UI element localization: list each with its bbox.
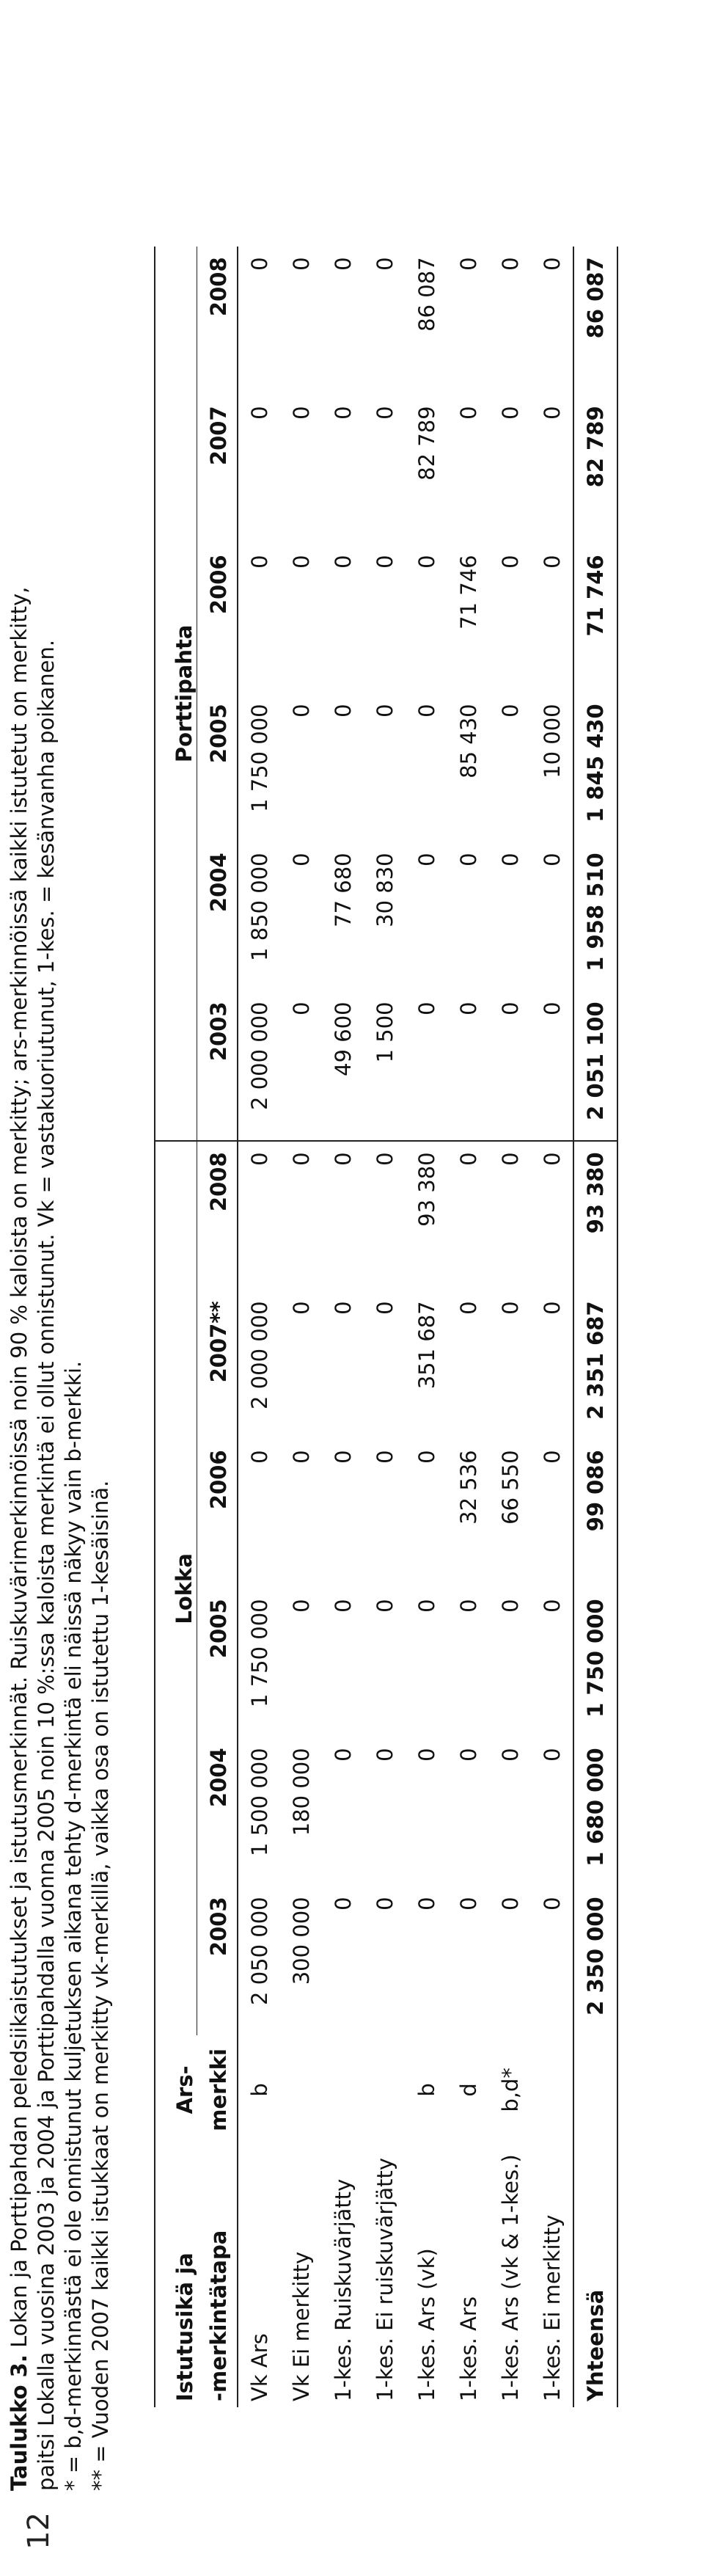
porttipahta-value: 0 <box>414 853 439 866</box>
group-header-porttipahta: Porttipahta <box>155 247 197 1141</box>
porttipahta-value: 0 <box>372 406 397 420</box>
porttipahta-value: 0 <box>288 406 314 420</box>
porttipahta-value: 0 <box>288 257 314 271</box>
header-row-2 <box>197 247 238 2407</box>
lokka-value: 0 <box>372 1301 397 1315</box>
porttipahta-value: 30 830 <box>372 853 397 927</box>
total-lokka-value: 2 350 000 <box>573 1886 617 2035</box>
year-header-lokka: 2006 <box>197 1440 238 1588</box>
porttipahta-value: 1 750 000 <box>246 704 272 812</box>
porttipahta-value: 0 <box>330 257 356 271</box>
lokka-value: 0 <box>288 1301 314 1315</box>
total-mark-empty <box>573 2035 617 2144</box>
year-header-porttipahta: 2005 <box>197 693 238 842</box>
lokka-value: 0 <box>539 1450 565 1464</box>
porttipahta-value: 0 <box>288 704 314 718</box>
ars-mark: b,d* <box>497 2068 523 2112</box>
lokka-value: 0 <box>455 1301 481 1315</box>
lokka-value: 0 <box>330 1450 356 1464</box>
lokka-value: 351 687 <box>414 1301 439 1390</box>
year-header-porttipahta: 2004 <box>197 842 238 991</box>
lokka-value: 0 <box>372 1152 397 1166</box>
lokka-value: 0 <box>539 1897 565 1911</box>
lokka-value: 0 <box>414 1748 439 1762</box>
porttipahta-value: 86 087 <box>414 257 439 332</box>
lokka-value: 0 <box>455 1748 481 1762</box>
row-label: 1-kes. Ruiskuvärjätty <box>330 2178 356 2401</box>
ars-mark <box>531 2035 573 2144</box>
porttipahta-value: 0 <box>497 704 523 718</box>
lokka-value: 0 <box>372 1897 397 1911</box>
porttipahta-value: 0 <box>489 991 531 1141</box>
porttipahta-value: 0 <box>447 991 489 1141</box>
porttipahta-value: 0 <box>539 555 565 569</box>
porttipahta-value: 10 000 <box>539 704 565 778</box>
total-porttipahta-value: 1 845 430 <box>573 693 617 842</box>
lokka-value: 0 <box>330 1301 356 1315</box>
lokka-value: 93 380 <box>414 1152 439 1227</box>
lokka-value: 0 <box>330 1152 356 1166</box>
lokka-value: 32 536 <box>455 1450 481 1525</box>
porttipahta-value: 0 <box>497 406 523 420</box>
total-lokka-value: 1 750 000 <box>573 1588 617 1737</box>
porttipahta-value: 0 <box>539 406 565 420</box>
caption-label: Taulukko 3. <box>7 2354 32 2491</box>
caption-line-3: * = b,d-merkinnästä ei ole onnistunut kuljetuksen aikana tehty d-merkintä eli näissä näkyy vain b-merkki. <box>61 1360 86 2491</box>
total-lokka-value: 1 680 000 <box>573 1737 617 1886</box>
porttipahta-value: 0 <box>455 406 481 420</box>
lokka-value: 0 <box>288 1450 314 1464</box>
ars-mark <box>280 2035 322 2144</box>
porttipahta-value: 0 <box>455 257 481 271</box>
lokka-value: 0 <box>455 1599 481 1613</box>
table-row <box>447 247 489 2407</box>
lokka-value: 0 <box>497 1152 523 1166</box>
porttipahta-value: 1 500 <box>364 991 406 1141</box>
header-col0-line1: Istutusikä ja <box>155 2144 197 2407</box>
lokka-value: 180 000 <box>288 1748 314 1836</box>
ars-mark: b <box>246 2083 272 2097</box>
total-porttipahta-value: 82 789 <box>573 395 617 544</box>
lokka-value: 0 <box>372 1748 397 1762</box>
year-header-lokka: 2004 <box>197 1737 238 1886</box>
lokka-value: 0 <box>372 1599 397 1613</box>
total-lokka-value: 93 380 <box>573 1141 617 1291</box>
porttipahta-value: 0 <box>406 991 447 1141</box>
total-row <box>573 247 617 2407</box>
porttipahta-value: 85 430 <box>455 704 481 778</box>
porttipahta-value: 0 <box>539 853 565 866</box>
row-label: 1-kes. Ei ruiskuvärjätty <box>372 2158 397 2401</box>
porttipahta-value: 0 <box>497 555 523 569</box>
lokka-value: 66 550 <box>497 1450 523 1525</box>
row-label: Vk Ars <box>246 2333 272 2401</box>
porttipahta-value: 1 850 000 <box>246 853 272 961</box>
porttipahta-value: 0 <box>246 555 272 569</box>
lokka-value: 0 <box>414 1450 439 1464</box>
table-row <box>238 247 280 2407</box>
header-col1-line1: Ars- <box>155 2035 197 2144</box>
lokka-value: 0 <box>330 1599 356 1613</box>
year-header-lokka: 2005 <box>197 1588 238 1737</box>
ars-mark <box>322 2035 364 2144</box>
total-lokka-value: 2 351 687 <box>573 1291 617 1440</box>
stocking-table-container <box>154 247 618 2407</box>
porttipahta-value: 0 <box>280 991 322 1141</box>
lokka-value: 0 <box>330 1748 356 1762</box>
total-porttipahta-value: 2 051 100 <box>573 991 617 1141</box>
porttipahta-value: 0 <box>414 555 439 569</box>
lokka-value: 0 <box>539 1748 565 1762</box>
porttipahta-value: 82 789 <box>414 406 439 481</box>
porttipahta-value: 0 <box>288 555 314 569</box>
lokka-value: 0 <box>497 1897 523 1911</box>
caption-line-1 <box>6 40 33 2491</box>
table-header <box>155 247 238 2407</box>
porttipahta-value: 0 <box>330 704 356 718</box>
year-header-lokka: 2003 <box>197 1886 238 2035</box>
lokka-value: 0 <box>455 1152 481 1166</box>
porttipahta-value: 0 <box>330 406 356 420</box>
total-label: Yhteensä <box>573 2144 617 2407</box>
lokka-value: 0 <box>288 1599 314 1613</box>
porttipahta-value: 0 <box>246 406 272 420</box>
ars-mark: d <box>455 2083 481 2097</box>
row-label: Vk Ei merkitty <box>288 2251 314 2401</box>
year-header-lokka: 2008 <box>197 1141 238 1291</box>
lokka-value: 0 <box>539 1152 565 1166</box>
row-label: 1-kes. Ars <box>455 2296 481 2401</box>
porttipahta-value: 0 <box>330 555 356 569</box>
porttipahta-value: 0 <box>531 991 573 1141</box>
lokka-value: 2 000 000 <box>246 1301 272 1409</box>
lokka-value: 0 <box>246 1152 272 1166</box>
table-row <box>531 247 573 2407</box>
table-body <box>238 247 617 2407</box>
porttipahta-value: 77 680 <box>330 853 356 927</box>
porttipahta-value: 71 746 <box>455 555 481 630</box>
caption-line-4: ** = Vuoden 2007 kaikki istukkaat on merkitty vk-merkillä, vaikka osa on istutettu 1-kesäisinä. <box>88 1480 113 2491</box>
header-col0-line2: -merkintätapa <box>197 2144 238 2407</box>
porttipahta-value: 49 600 <box>322 991 364 1141</box>
porttipahta-value: 0 <box>372 257 397 271</box>
lokka-value: 0 <box>246 1450 272 1464</box>
table-row <box>364 247 406 2407</box>
table-row <box>406 247 447 2407</box>
lokka-value: 0 <box>414 1897 439 1911</box>
row-label: 1-kes. Ars (vk & 1-kes.) <box>497 2154 523 2401</box>
year-header-porttipahta: 2006 <box>197 544 238 693</box>
lokka-value: 0 <box>330 1897 356 1911</box>
porttipahta-value: 0 <box>497 853 523 866</box>
table-row <box>280 247 322 2407</box>
year-header-porttipahta: 2003 <box>197 991 238 1141</box>
header-col1-line2: merkki <box>197 2035 238 2144</box>
lokka-value: 0 <box>414 1599 439 1613</box>
lokka-value: 0 <box>539 1599 565 1613</box>
table-row <box>489 247 531 2407</box>
lokka-value: 0 <box>497 1599 523 1613</box>
stocking-table <box>154 247 618 2407</box>
porttipahta-value: 0 <box>372 555 397 569</box>
porttipahta-value: 0 <box>497 257 523 271</box>
year-header-porttipahta: 2007 <box>197 395 238 544</box>
lokka-value: 2 050 000 <box>246 1897 272 2005</box>
porttipahta-value: 0 <box>455 853 481 866</box>
porttipahta-value: 0 <box>372 704 397 718</box>
porttipahta-value: 0 <box>246 257 272 271</box>
porttipahta-value: 0 <box>288 853 314 866</box>
header-row-1 <box>155 247 197 2407</box>
lokka-value: 0 <box>497 1748 523 1762</box>
row-label: 1-kes. Ars (vk) <box>414 2248 439 2401</box>
ars-mark: b <box>414 2083 439 2097</box>
lokka-value: 0 <box>288 1152 314 1166</box>
total-porttipahta-value: 71 746 <box>573 544 617 693</box>
lokka-value: 0 <box>455 1897 481 1911</box>
table-row <box>322 247 364 2407</box>
lokka-value: 0 <box>497 1301 523 1315</box>
row-label: 1-kes. Ei merkitty <box>539 2214 565 2401</box>
year-header-lokka: 2007** <box>197 1291 238 1440</box>
porttipahta-value: 2 000 000 <box>238 991 280 1141</box>
total-lokka-value: 99 086 <box>573 1440 617 1588</box>
lokka-value: 300 000 <box>288 1897 314 1985</box>
porttipahta-value: 0 <box>539 257 565 271</box>
year-header-porttipahta: 2008 <box>197 247 238 395</box>
lokka-value: 0 <box>539 1301 565 1315</box>
page-number: 12 <box>22 2512 56 2550</box>
total-porttipahta-value: 86 087 <box>573 247 617 395</box>
group-header-lokka: Lokka <box>155 1141 197 2035</box>
lokka-value: 1 750 000 <box>246 1599 272 1707</box>
total-porttipahta-value: 1 958 510 <box>573 842 617 991</box>
lokka-value: 0 <box>372 1450 397 1464</box>
caption-text-1: Lokan ja Porttipahdan peledsiikaistutukset ja istutusmerkinnät. Ruiskuvärimerkinnöissä noin 90 % kaloista on merkitty; ars-merkinnöissä kaikki istutetut on merkitty, <box>7 586 32 2355</box>
ars-mark <box>364 2035 406 2144</box>
porttipahta-value: 0 <box>414 704 439 718</box>
table-caption <box>6 40 114 2491</box>
lokka-value: 1 500 000 <box>246 1748 272 1856</box>
caption-line-2: paitsi Lokalla vuosina 2003 ja 2004 ja Porttipahdalla vuonna 2005 noin 10 %:ssa kaloista merkintä ei ollut onnistunut. Vk = vastakuoriutunut, 1-kes. = kesänvanha poikanen. <box>34 639 59 2491</box>
